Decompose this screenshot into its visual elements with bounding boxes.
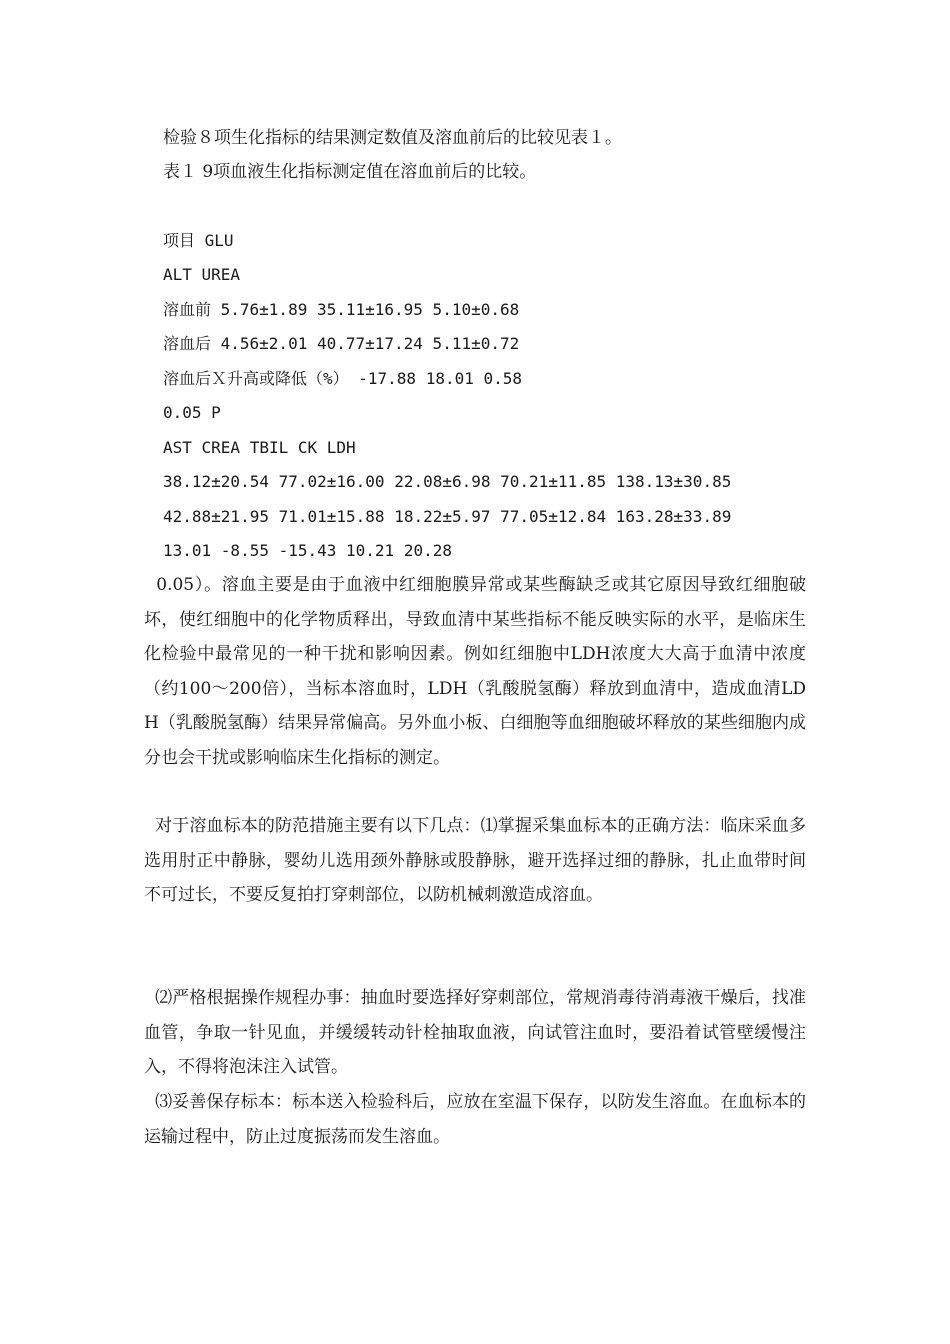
table-text-line: 42.88±21.95 71.01±15.88 18.22±5.97 77.05±12.84 163.28±33.89 xyxy=(163,507,732,526)
table-text-line: 0.05 P xyxy=(163,403,221,422)
table-text-line: 项目 GLU xyxy=(163,231,234,250)
table-caption: 表１ 9项血液生化指标测定值在溶血前后的比较。 xyxy=(163,162,537,182)
table-text-line: 溶血前 5.76±1.89 35.11±16.95 5.10±0.68 xyxy=(163,300,520,319)
table-text-line: 38.12±20.54 77.02±16.00 22.08±6.98 70.21±11.85 138.13±30.85 xyxy=(163,472,732,491)
body-paragraph: ⑶妥善保存标本：标本送入检验科后，应放在室温下保存，以防发生溶血。在血标本的运输过程中，防止过度振荡而发生溶血。 xyxy=(144,1092,806,1147)
table-text-line: ALT UREA xyxy=(163,265,241,284)
table-text-line: 溶血后Ｘ升高或降低（%） -17.88 18.01 0.58 xyxy=(163,369,523,388)
intro-line: 检验８项生化指标的结果测定数值及溶血前后的比较见表１。 xyxy=(163,128,622,148)
body-paragraph: 0.05）。溶血主要是由于血液中红细胞膜异常或某些酶缺乏或其它原因导致红细胞破坏，使红细胞中的化学物质释出，导致血清中某些指标不能反映实际的水平，是临床生化检验中最常见的一种干扰和影响因素。例如红细胞中LDH浓度大大高于血清中浓度（约100～200倍），当标本溶血时，LDH（乳酸脱氢酶）释放到血清中，造成血清LDH（乳酸脱氢酶）结果异常偏高。另外血小板、白细胞等血细胞破坏释放的某些细胞内成分也会干扰或影响临床生化指标的测定。 xyxy=(144,575,806,768)
table-text-line: 溶血后 4.56±2.01 40.77±17.24 5.11±0.72 xyxy=(163,334,520,353)
body-paragraph: ⑵严格根据操作规程办事：抽血时要选择好穿刺部位，常规消毒待消毒液干燥后，找准血管，争取一针见血，并缓缓转动针栓抽取血液，向试管注血时，要沿着试管壁缓慢注入，不得将泡沫注入试管。 xyxy=(144,988,806,1078)
body-paragraph: 对于溶血标本的防范措施主要有以下几点：⑴掌握采集血标本的正确方法：临床采血多选用肘正中静脉，婴幼儿选用颈外静脉或股静脉，避开选择过细的静脉，扎止血带时间不可过长，不要反复拍打穿刺部位，以防机械刺激造成溶血。 xyxy=(144,816,806,906)
table-text-line: AST CREA TBIL CK LDH xyxy=(163,438,356,457)
table-text-line: 13.01 -8.55 -15.43 10.21 20.28 xyxy=(163,541,452,560)
